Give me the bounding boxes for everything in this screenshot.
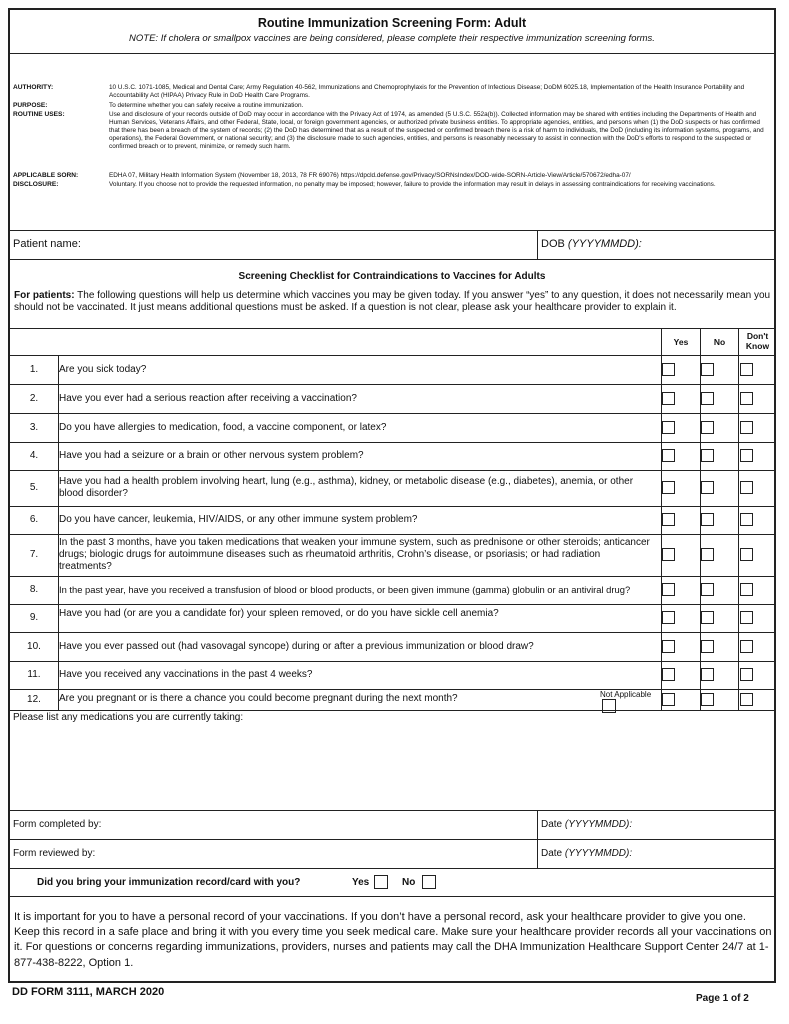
row-divider [10, 413, 774, 414]
immunization-form [8, 8, 776, 983]
sorn-label: APPLICABLE SORN: [13, 172, 79, 179]
q12-no-checkbox[interactable] [701, 693, 714, 706]
routine-uses-label: ROUTINE USES: [13, 111, 65, 118]
form-note: NOTE: If cholera or smallpox vaccines are being considered, please complete their respective immunization screening forms. [129, 33, 655, 44]
form-title: Routine Immunization Screening Form: Adult [257, 16, 527, 30]
footer-paragraph: It is important for you to have a personal record of your vaccinations. If you don’t have a personal record, ask your healthcare provider to give you one. Keep this record in a safe place and bring it with you every time you seek medical care. Make sure your healthcare provider records all your vaccinations on it. For questions or concerns regarding immunizations, providers, nurses and patients may call the DHA Immunization Healthcare Support Center 24/7 at 1-877-438-8222, Option 1. [14, 911, 772, 969]
record-no-label: No [402, 877, 416, 888]
row-divider [10, 506, 774, 507]
question-number: 11. [27, 669, 41, 680]
authority-text: 10 U.S.C. 1071-1085, Medical and Dental Care; Army Regulation 40-562, Immunizations and Chemoprophylaxis for the Prevention of Infectious Disease; DoDM 6025.18, Implementation of the Health Insurance Portability and Accountability Act (HIPAA) Privacy Rule in DoD Health Care Programs. [109, 84, 745, 99]
question-text: Have you had a health problem involving heart, lung (e.g., asthma), kidney, or metabolic disease (e.g., diabetes), anemia, or other blood disorder? [59, 476, 634, 499]
q1-yes-checkbox[interactable] [662, 363, 675, 376]
q11-yes-checkbox[interactable] [662, 668, 675, 681]
disclosure-text: Voluntary. If you choose not to provide the requested information, no penalty may be imposed; however, failure to provide the information may result in delays in assessing contraindications for receiving vaccinations. [109, 181, 716, 188]
medications-field[interactable] [13, 726, 771, 806]
divider [10, 868, 774, 869]
date-label-text: Date [541, 848, 563, 859]
q2-yes-checkbox[interactable] [662, 392, 675, 405]
date-format: (YYYYMMDD): [564, 819, 633, 830]
question-text: Have you had a seizure or a brain or other nervous system problem? [59, 450, 364, 461]
divider [537, 230, 538, 259]
instructions-bold: For patients: [14, 290, 75, 301]
record-yes-label: Yes [352, 877, 370, 888]
date-format: (YYYYMMDD): [564, 848, 633, 859]
patient-name-field[interactable] [90, 234, 530, 254]
q8-no-checkbox[interactable] [701, 583, 714, 596]
divider [10, 810, 774, 811]
q4-dont-know-checkbox[interactable] [740, 449, 753, 462]
reviewed-date-field[interactable] [644, 843, 770, 865]
row-divider [10, 710, 774, 711]
col-dont-know-header: Don't Know [745, 331, 770, 351]
question-number: 3. [29, 421, 39, 433]
divider [10, 839, 774, 840]
question-number: 5. [29, 482, 39, 493]
question-text: Do you have cancer, leukemia, HIV/AIDS, or any other immune system problem? [59, 514, 418, 525]
q7-no-checkbox[interactable] [701, 548, 714, 561]
question-number: 12. [27, 693, 41, 705]
question-text: Have you ever had a serious reaction after receiving a vaccination? [59, 392, 357, 404]
reviewed-by-field[interactable] [110, 843, 530, 865]
q3-no-checkbox[interactable] [701, 421, 714, 434]
question-text: In the past year, have you received a transfusion of blood or blood products, or been given immune (gamma) globulin or an antiviral drug? [59, 584, 631, 595]
q6-yes-checkbox[interactable] [662, 513, 675, 526]
q10-no-checkbox[interactable] [701, 640, 714, 653]
row-divider [10, 689, 774, 690]
q4-yes-checkbox[interactable] [662, 449, 675, 462]
row-divider [10, 534, 774, 535]
row-divider [10, 576, 774, 577]
divider [10, 355, 774, 356]
q3-yes-checkbox[interactable] [662, 421, 675, 434]
q7-dont-know-checkbox[interactable] [740, 548, 753, 561]
dob-format: (YYYYMMDD): [567, 238, 642, 250]
question-number: 10. [27, 640, 41, 652]
question-number: 1. [29, 363, 39, 375]
purpose-text: To determine whether you can safely receive a routine immunization. [109, 102, 304, 109]
col-no-header: No [713, 337, 726, 347]
completed-by-label: Form completed by: [13, 819, 102, 830]
q1-dont-know-checkbox[interactable] [740, 363, 753, 376]
question-number: 7. [29, 549, 39, 560]
q2-no-checkbox[interactable] [701, 392, 714, 405]
not-applicable-label: Not Applicable [600, 690, 652, 699]
date-label-text: Date [541, 819, 563, 830]
divider [10, 259, 774, 260]
row-divider [10, 442, 774, 443]
dob-label [541, 238, 642, 250]
q8-dont-know-checkbox[interactable] [740, 583, 753, 596]
reviewed-date-label [541, 848, 632, 859]
form-id: DD FORM 3111, MARCH 2020 [12, 986, 165, 998]
completed-by-field[interactable] [110, 814, 530, 836]
q5-yes-checkbox[interactable] [662, 481, 675, 494]
q4-no-checkbox[interactable] [701, 449, 714, 462]
divider [738, 328, 739, 710]
completed-date-label [541, 819, 632, 830]
q11-no-checkbox[interactable] [701, 668, 714, 681]
row-divider [10, 470, 774, 471]
question-number: 4. [29, 450, 39, 461]
divider [58, 355, 59, 710]
q5-no-checkbox[interactable] [701, 481, 714, 494]
purpose-label: PURPOSE: [13, 102, 48, 109]
question-number: 9. [29, 612, 39, 623]
question-text: Are you sick today? [59, 363, 147, 375]
authority-label: AUTHORITY: [13, 84, 54, 91]
q9-dont-know-checkbox[interactable] [740, 611, 753, 624]
checklist-title: Screening Checklist for Contraindications to Vaccines for Adults [238, 271, 546, 282]
page-number: Page 1 of 2 [696, 993, 749, 1004]
dob-label-text: DOB [541, 238, 565, 250]
q6-dont-know-checkbox[interactable] [740, 513, 753, 526]
routine-uses-text: Use and disclosure of your records outside of DoD may occur in accordance with the Privacy Act of 1974, as amended (5 U.S.C. 552a(b)). Collected information may be shared with entities including the Departments of Health and Human Services, Veterans Affairs, and other Federal, State, local, or foreign government agencies, or authorized private business entities. To appropriate agencies, entities, and persons when (1) the DoD suspects or has confirmed that there has been a breach of the system of records; (2) the DoD has determined that as a result of the suspected or confirmed breach there is a risk of harm to individuals, the DoD (including its information systems, programs, and operations), the Federal Government, or national security; and (3) the disclosure made to such agencies, entities, and persons is reasonably necessary to assist in connection with the DoD's efforts to respond to the suspected or confirmed breach or to prevent, minimize, or remedy such harm. [109, 111, 764, 150]
col-yes-header: Yes [673, 337, 689, 347]
q8-yes-checkbox[interactable] [662, 583, 675, 596]
q10-dont-know-checkbox[interactable] [740, 640, 753, 653]
question-text: In the past 3 months, have you taken medications that weaken your immune system, such as prednisone or other steroids; anticancer drugs; biologic drugs for autoimmune diseases such as rheumatoid arthritis, Crohn’s disease, or psoriasis; or had radiation treatments? [59, 537, 650, 572]
question-number: 6. [29, 514, 39, 525]
q3-dont-know-checkbox[interactable] [740, 421, 753, 434]
question-text: Have you received any vaccinations in the past 4 weeks? [59, 669, 313, 680]
q2-dont-know-checkbox[interactable] [740, 392, 753, 405]
record-question: Did you bring your immunization record/card with you? [37, 877, 301, 888]
disclosure-label: DISCLOSURE: [13, 181, 59, 188]
dob-field[interactable] [660, 234, 770, 254]
divider [10, 230, 774, 231]
q9-no-checkbox[interactable] [701, 611, 714, 624]
record-no-checkbox[interactable] [422, 875, 436, 889]
question-text: Have you ever passed out (had vasovagal syncope) during or after a previous immunization or blood draw? [59, 640, 534, 652]
question-text: Do you have allergies to medication, food, a vaccine component, or latex? [59, 421, 387, 433]
row-divider [10, 661, 774, 662]
q12-yes-checkbox[interactable] [662, 693, 675, 706]
medications-label: Please list any medications you are currently taking: [13, 712, 244, 723]
question-text: Are you pregnant or is there a chance you could become pregnant during the next month? [59, 693, 458, 704]
q5-dont-know-checkbox[interactable] [740, 481, 753, 494]
question-number: 2. [29, 392, 39, 404]
q7-yes-checkbox[interactable] [662, 548, 675, 561]
q11-dont-know-checkbox[interactable] [740, 668, 753, 681]
question-text: Have you had (or are you a candidate for) your spleen removed, or do you have sickle cell anemia? [59, 608, 499, 619]
row-divider [10, 632, 774, 633]
q9-yes-checkbox[interactable] [662, 611, 675, 624]
q10-yes-checkbox[interactable] [662, 640, 675, 653]
record-yes-checkbox[interactable] [374, 875, 388, 889]
patient-name-label: Patient name: [13, 238, 81, 250]
row-divider [10, 384, 774, 385]
q6-no-checkbox[interactable] [701, 513, 714, 526]
divider [10, 53, 774, 54]
q12-dont-know-checkbox[interactable] [740, 693, 753, 706]
checklist-instructions [14, 290, 774, 314]
question-number: 8. [29, 584, 39, 595]
q1-no-checkbox[interactable] [701, 363, 714, 376]
instructions-text: The following questions will help us determine which vaccines you may be given today. If you answer “yes” to any question, it does not necessarily mean you should not be vaccinated. It just means additional questions must be asked. If a question is not clear, please ask your healthcare provider to explain it. [14, 290, 771, 314]
completed-date-field[interactable] [644, 814, 770, 836]
sorn-text: EDHA 07, Military Health Information System (November 18, 2013, 78 FR 69076) https://dpcld.defense.gov/Privacy/SORNsIndex/DOD-wide-SORN-Article-View/Article/570672/edha-07/ [109, 172, 631, 179]
row-divider [10, 604, 774, 605]
divider [10, 896, 774, 897]
reviewed-by-label: Form reviewed by: [13, 848, 96, 859]
divider [10, 328, 774, 329]
